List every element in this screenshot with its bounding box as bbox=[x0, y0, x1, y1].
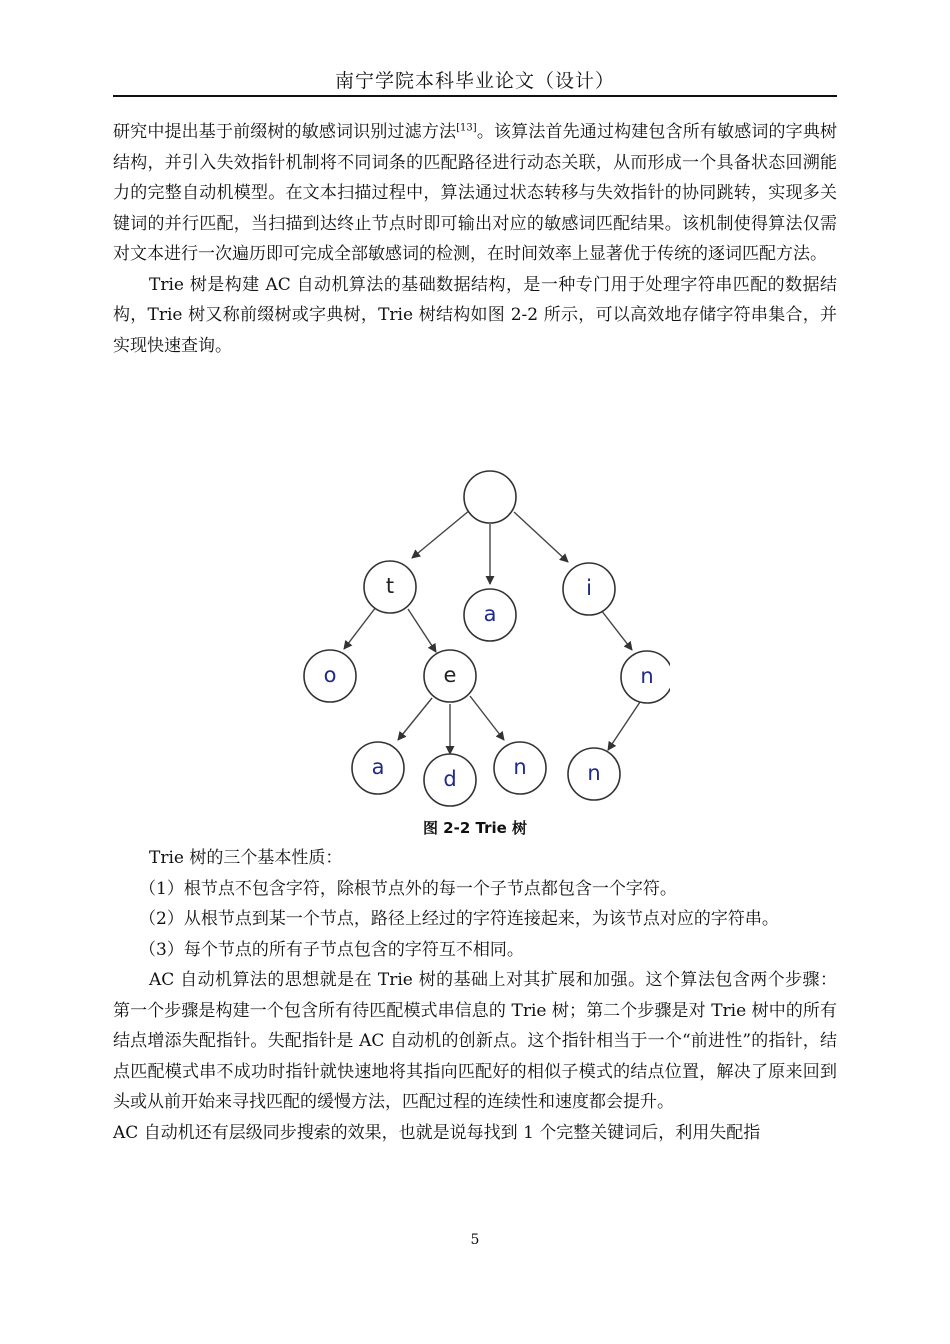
edge-t-o bbox=[344, 607, 376, 649]
node-label-o: o bbox=[323, 663, 337, 687]
trie-tree-figure bbox=[290, 462, 670, 822]
node-label-e: e bbox=[443, 663, 457, 687]
edge-root-i bbox=[514, 512, 568, 562]
node-label-n2: n bbox=[513, 755, 527, 779]
figure-caption: 图 2-2 Trie 树 bbox=[422, 819, 528, 837]
paragraph-2: Trie 树是构建 AC 自动机算法的基础数据结构，是一种专门用于处理字符串匹配的数据结构，Trie 树又称前缀树或字典树，Trie 树结构如图 2-2 所示，可以高效地存储字符串集合，并实现快速查询。 bbox=[113, 274, 837, 356]
node-label-a1: a bbox=[483, 602, 497, 626]
node-label-d: d bbox=[443, 767, 457, 791]
node-label-a2: a bbox=[371, 755, 385, 779]
edge-t-e bbox=[408, 609, 436, 652]
paragraph-4: AC 自动机还有层级同步搜索的效果，也就是说每找到 1 个完整关键词后，利用失配指 bbox=[113, 1122, 761, 1143]
edge-e-n bbox=[470, 696, 504, 740]
paragraph-3: AC 自动机算法的思想就是在 Trie 树的基础上对其扩展和加强。这个算法包含两个步骤：第一个步骤是构建一个包含所有待匹配模式串信息的 Trie 树；第二个步骤是对 Trie 树中的所有结点增添失配指针。失配指针是 AC 自动机的创新点。这个指针相当于一个“前进性”的指针，结点匹配模式串不成功时指针就快速地将其指向匹配好的相似子模式的结点位置，解决了原来回到头或从前开始来寻找匹配的缓慢方法，匹配过程的连续性和速度都会提升。 bbox=[113, 970, 837, 1112]
paragraph-1-text-b: 。该算法首先通过构建包含所有敏感词的字典树结构，并引入失效指针机制将不同词条的匹配路径进行动态关联，从而形成一个具备状态回溯能力的完整自动机模型。在文本扫描过程中，算法通过状态转移与失效指针的协同跳转，实现多关键词的并行匹配，当扫描到达终止节点时即可输出对应的敏感词匹配结果。该机制使得算法仅需对文本进行一次遍历即可完成全部敏感词的检测，在时间效率上显著优于传统的逐词匹配方法。 bbox=[113, 122, 838, 264]
node-label-i: i bbox=[586, 576, 592, 600]
page-number: 5 bbox=[470, 1232, 480, 1248]
node-label-n3: n bbox=[587, 761, 601, 785]
edge-i-n bbox=[601, 610, 632, 650]
citation: [13] bbox=[456, 122, 477, 134]
page-header: 南宁学院本科毕业论文（设计） bbox=[334, 70, 615, 92]
property-1: （1）根节点不包含字符，除根节点外的每一个子节点都包含一个字符。 bbox=[139, 878, 677, 899]
paragraph-1 bbox=[113, 117, 837, 270]
header-rule bbox=[113, 95, 837, 97]
node-root bbox=[464, 471, 516, 523]
paragraph-1-text-a: 研究中提出基于前缀树的敏感词识别过滤方法 bbox=[113, 122, 457, 142]
properties-intro: Trie 树的三个基本性质： bbox=[149, 848, 343, 868]
edge-root-t bbox=[412, 510, 470, 558]
body-bottom bbox=[113, 843, 837, 1148]
node-label-n1: n bbox=[640, 664, 654, 688]
node-label-t: t bbox=[385, 574, 395, 598]
edge-n-n bbox=[608, 702, 640, 750]
property-2: （2）从根节点到某一个节点，路径上经过的字符连接起来，为该节点对应的字符串。 bbox=[139, 909, 779, 929]
edge-e-a bbox=[398, 698, 432, 740]
property-3: （3）每个节点的所有子节点包含的字符互不相同。 bbox=[139, 939, 524, 960]
body-top bbox=[113, 117, 837, 361]
